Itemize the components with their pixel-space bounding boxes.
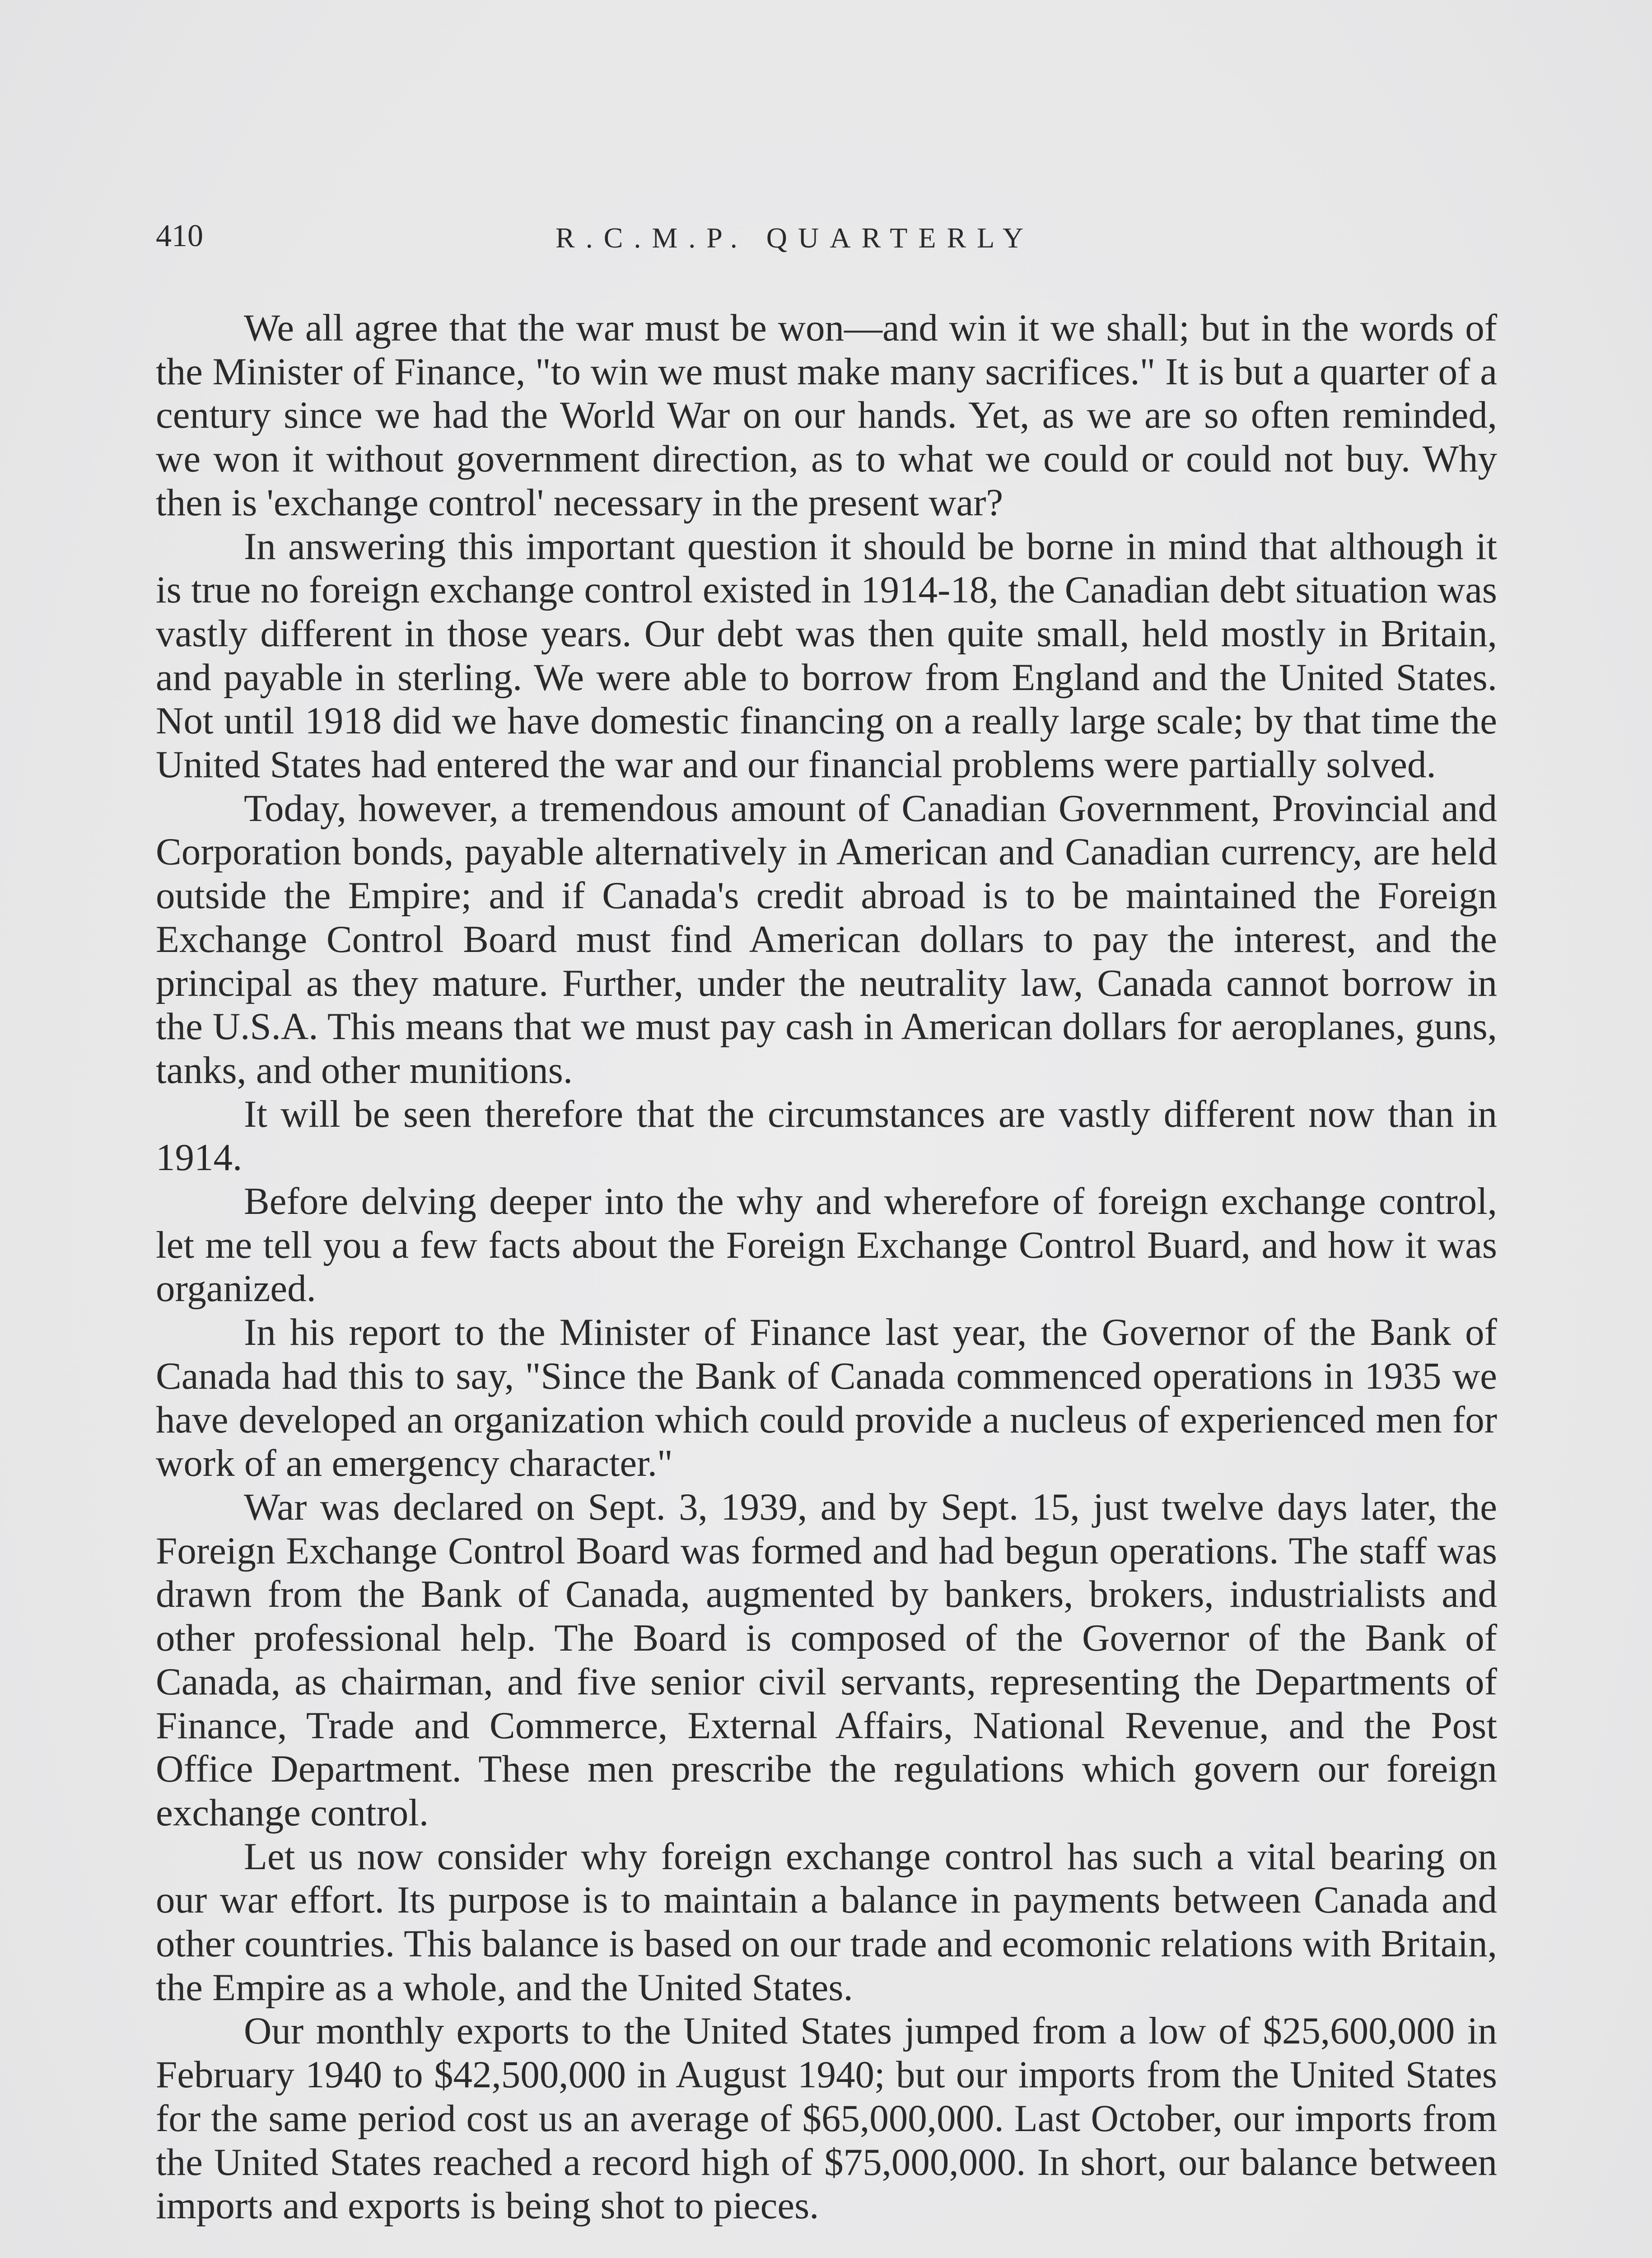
paragraph-8: Let us now consider why foreign exchange control has such a vital bearing on our war effort. Its purpose is to maintain a balance in payments between Canada and other countries. This balance is based on our trade and ecomonic relations with Britain, the Empire as a whole, and the United States. bbox=[156, 1835, 1497, 2009]
page-number: 410 bbox=[156, 219, 203, 253]
running-head: R.C.M.P. QUARTERLY bbox=[555, 222, 1035, 254]
paragraph-3: Today, however, a tremendous amount of Canadian Government, Provincial and Corporation bonds, payable alternatively in American and Canadian currency, are held outside the Empire; and if Canada's credit abroad is to be maintained the Foreign Exchange Control Board must find American dollars to pay the interest, and the principal as they mature. Further, under the neutrality law, Canada cannot borrow in the U.S.A. This means that we must pay cash in American dollars for aeroplanes, guns, tanks, and other munitions. bbox=[156, 787, 1497, 1092]
paragraph-1: We all agree that the war must be won—and win it we shall; but in the words of the Minister of Finance, "to win we must make many sacrifices." It is but a quarter of a century since we had the World War on our hands. Yet, as we are so often reminded, we won it without government direction, as to what we could or could not buy. Why then is 'exchange control' necessary in the present war? bbox=[156, 307, 1497, 524]
page-header bbox=[156, 216, 1497, 257]
paragraph-7: War was declared on Sept. 3, 1939, and by Sept. 15, just twelve days later, the Foreign Exchange Control Board was formed and had begun operations. The staff was drawn from the Bank of Canada, augmented by bankers, brokers, industrialists and other professional help. The Board is composed of the Governor of the Bank of Canada, as chairman, and five senior civil servants, representing the Departments of Finance, Trade and Commerce, External Affairs, National Revenue, and the Post Office Department. These men prescribe the regulations which govern our foreign exchange control. bbox=[156, 1485, 1497, 1834]
paragraph-5: Before delving deeper into the why and wherefore of foreign exchange control, let me tell you a few facts about the Foreign Exchange Control Buard, and how it was organized. bbox=[156, 1180, 1497, 1310]
article-body bbox=[156, 306, 1497, 2228]
paragraph-9: Our monthly exports to the United States jumped from a low of $25,600,000 in February 1940 to $42,500,000 in August 1940; but our imports from the United States for the same period cost us an average of $65,000,000. Last October, our imports from the United States reached a record high of $75,000,000. In short, our balance between imports and exports is being shot to pieces. bbox=[156, 2010, 1497, 2227]
paragraph-6: In his report to the Minister of Finance last year, the Governor of the Bank of Canada had this to say, "Since the Bank of Canada commenced operations in 1935 we have developed an organization which could provide a nucleus of experienced men for work of an emergency character." bbox=[156, 1311, 1497, 1485]
paragraph-2: In answering this important question it should be borne in mind that although it is true no foreign exchange control existed in 1914-18, the Canadian debt situation was vastly different in those years. Our debt was then quite small, held mostly in Britain, and payable in sterling. We were able to borrow from England and the United States. Not until 1918 did we have domestic financing on a really large scale; by that time the United States had entered the war and our financial problems were partially solved. bbox=[156, 525, 1497, 786]
paragraph-4: It will be seen therefore that the circumstances are vastly different now than in 1914. bbox=[156, 1092, 1497, 1179]
